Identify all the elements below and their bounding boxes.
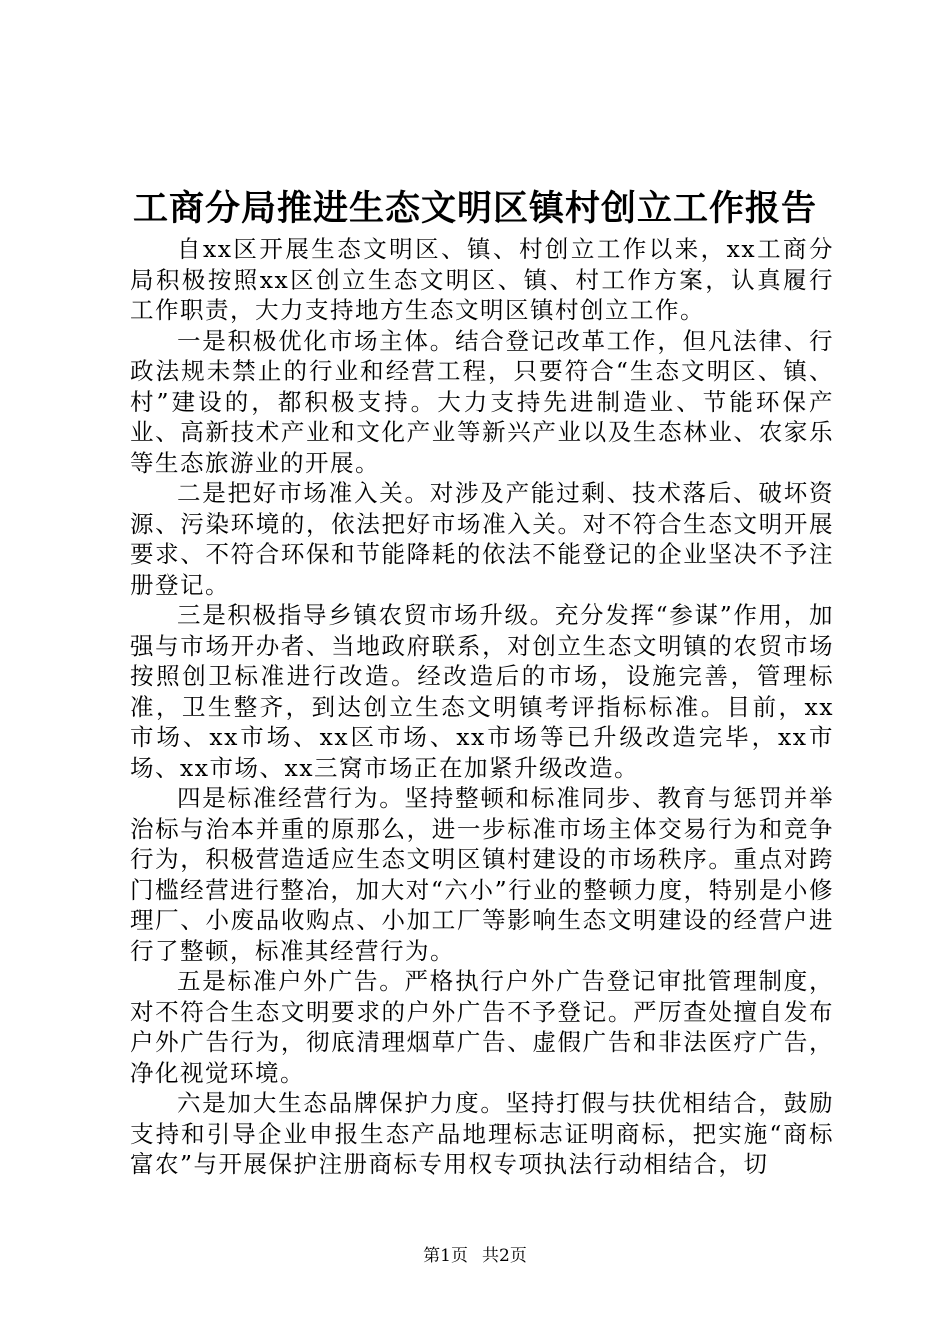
paragraph-2: 二是把好市场准入关。对涉及产能过剩、技术落后、破坏资源、污染环境的，依法把好市场准入关。对不符合生态文明开展要求、不符合环保和节能降耗的依法不能登记的企业坚决不予注册登记。	[130, 479, 834, 599]
page-number-total: 共2页	[482, 1246, 527, 1266]
document-body	[130, 234, 834, 1180]
page-number-current: 第1页	[423, 1246, 468, 1266]
paragraph-1: 一是积极优化市场主体。结合登记改革工作，但凡法律、行政法规未禁止的行业和经营工程，只要符合“生态文明区、镇、村”建设的，都积极支持。大力支持先进制造业、节能环保产业、高新技术产业和文化产业等新兴产业以及生态林业、农家乐等生态旅游业的开展。	[130, 326, 834, 477]
paragraph-6: 六是加大生态品牌保护力度。坚持打假与扶优相结合，鼓励支持和引导企业申报生态产品地理标志证明商标，把实施“商标富农”与开展保护注册商标专用权专项执法行动相结合，切	[130, 1089, 834, 1178]
page-footer	[0, 1245, 950, 1267]
paragraph-4: 四是标准经营行为。坚持整顿和标准同步、教育与惩罚并举治标与治本并重的原那么，进一步标准市场主体交易行为和竞争行为，积极营造适应生态文明区镇村建设的市场秩序。重点对跨门槛经营进行整冶，加大对“六小”行业的整顿力度，特别是小修理厂、小废品收购点、小加工厂等影响生态文明建设的经营户进行了整顿，标准其经营行为。	[130, 784, 834, 965]
paragraph-3: 三是积极指导乡镇农贸市场升级。充分发挥“参谋”作用，加强与市场开办者、当地政府联系，对创立生态文明镇的农贸市场按照创卫标准进行改造。经改造后的市场，设施完善，管理标准，卫生整齐，到达创立生态文明镇考评指标标准。目前，xx市场、xx市场、xx区市场、xx市场等已升级改造完毕，xx市场、xx市场、xx三窝市场正在加紧升级改造。	[130, 601, 834, 782]
paragraph-5: 五是标准户外广告。严格执行户外广告登记审批管理制度，对不符合生态文明要求的户外广告不予登记。严厉查处擅自发布户外广告行为，彻底清理烟草广告、虚假广告和非法医疗广告，净化视觉环境。	[130, 967, 834, 1087]
paragraph-intro: 自xx区开展生态文明区、镇、村创立工作以来，xx工商分局积极按照xx区创立生态文明区、镇、村工作方案，认真履行工作职责，大力支持地方生态文明区镇村创立工作。	[130, 235, 834, 324]
document-title: 工商分局推进生态文明区镇村创立工作报告	[132, 188, 817, 229]
